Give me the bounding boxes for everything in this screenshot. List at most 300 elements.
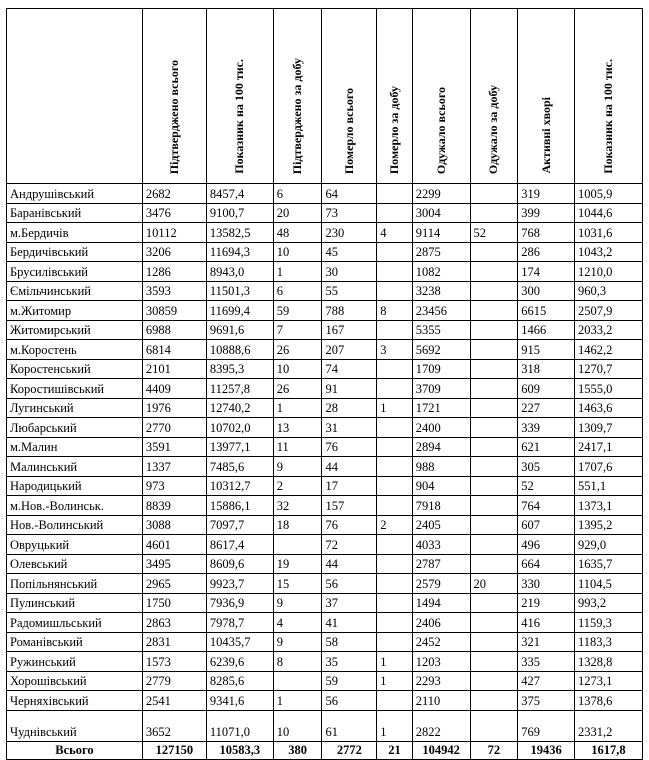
table-cell: 174 — [518, 262, 575, 282]
table-cell: 3652 — [142, 710, 206, 741]
table-cell — [377, 457, 413, 477]
district-name: Житомирський — [7, 320, 143, 340]
table-cell: 2863 — [142, 613, 206, 633]
column-header — [377, 9, 413, 184]
total-cell: 1617,8 — [574, 741, 642, 759]
table-cell: 73 — [322, 203, 377, 223]
table-cell: 2452 — [412, 632, 470, 652]
table-cell: 167 — [322, 320, 377, 340]
table-cell — [377, 418, 413, 438]
table-cell: 26 — [273, 340, 322, 360]
table-cell — [470, 379, 518, 399]
table-cell: 664 — [518, 554, 575, 574]
table-cell — [377, 496, 413, 516]
column-header — [518, 9, 575, 184]
table-cell: 2405 — [412, 515, 470, 535]
table-cell — [470, 554, 518, 574]
table-cell: 769 — [518, 710, 575, 741]
total-cell: 2772 — [322, 741, 377, 759]
table-cell: 2400 — [412, 418, 470, 438]
table-cell: 1328,8 — [574, 652, 642, 672]
table-cell: 8285,6 — [206, 671, 273, 691]
table-cell: 9100,7 — [206, 203, 273, 223]
table-cell: 1707,6 — [574, 457, 642, 477]
covid-stats-table — [6, 8, 643, 760]
table-cell: 1183,3 — [574, 632, 642, 652]
table-row — [7, 691, 643, 711]
table-cell — [470, 437, 518, 457]
table-cell: 7 — [273, 320, 322, 340]
table-cell: 59 — [322, 671, 377, 691]
table-row — [7, 652, 643, 672]
table-cell: 1031,6 — [574, 223, 642, 243]
table-cell: 52 — [470, 223, 518, 243]
table-row — [7, 223, 643, 243]
table-cell: 4 — [273, 613, 322, 633]
district-name: Овруцький — [7, 535, 143, 555]
table-cell: 319 — [518, 184, 575, 204]
table-cell: 1203 — [412, 652, 470, 672]
table-row — [7, 262, 643, 282]
table-cell: 10312,7 — [206, 476, 273, 496]
table-cell: 4409 — [142, 379, 206, 399]
table-cell — [470, 535, 518, 555]
table-cell: 1159,3 — [574, 613, 642, 633]
table-cell — [377, 691, 413, 711]
table-cell: 2894 — [412, 437, 470, 457]
table-cell: 10702,0 — [206, 418, 273, 438]
table-cell — [470, 203, 518, 223]
table-cell: 3088 — [142, 515, 206, 535]
table-cell: 4601 — [142, 535, 206, 555]
district-name: Черняхівський — [7, 691, 143, 711]
table-cell — [377, 281, 413, 301]
district-name: Пулинський — [7, 593, 143, 613]
table-cell: 300 — [518, 281, 575, 301]
table-cell: 44 — [322, 554, 377, 574]
column-header — [273, 9, 322, 184]
table-row — [7, 535, 643, 555]
table-cell: 58 — [322, 632, 377, 652]
table-cell: 76 — [322, 437, 377, 457]
table-row — [7, 359, 643, 379]
table-cell: 1337 — [142, 457, 206, 477]
total-row — [7, 741, 643, 759]
table-cell: 207 — [322, 340, 377, 360]
table-cell — [470, 340, 518, 360]
table-cell: 2965 — [142, 574, 206, 594]
table-cell: 2682 — [142, 184, 206, 204]
table-cell: 45 — [322, 242, 377, 262]
table-cell — [470, 301, 518, 321]
table-cell: 2541 — [142, 691, 206, 711]
table-cell: 9 — [273, 593, 322, 613]
table-cell: 1104,5 — [574, 574, 642, 594]
table-cell: 2110 — [412, 691, 470, 711]
table-cell: 1378,6 — [574, 691, 642, 711]
table-cell — [377, 379, 413, 399]
table-cell: 72 — [322, 535, 377, 555]
table-cell: 32 — [273, 496, 322, 516]
table-cell — [470, 418, 518, 438]
table-cell — [470, 613, 518, 633]
table-row — [7, 340, 643, 360]
table-cell: 64 — [322, 184, 377, 204]
table-cell: 399 — [518, 203, 575, 223]
table-cell — [470, 359, 518, 379]
table-cell: 7485,6 — [206, 457, 273, 477]
table-cell: 74 — [322, 359, 377, 379]
total-cell: 380 — [273, 741, 322, 759]
table-cell: 416 — [518, 613, 575, 633]
table-cell: 3495 — [142, 554, 206, 574]
table-cell: 2875 — [412, 242, 470, 262]
table-cell: 7936,9 — [206, 593, 273, 613]
table-cell: 1976 — [142, 398, 206, 418]
column-header — [412, 9, 470, 184]
table-cell — [377, 437, 413, 457]
table-cell: 5692 — [412, 340, 470, 360]
table-cell: 973 — [142, 476, 206, 496]
table-cell: 2331,2 — [574, 710, 642, 741]
table-row — [7, 515, 643, 535]
table-cell: 8617,4 — [206, 535, 273, 555]
total-cell: 104942 — [412, 741, 470, 759]
table-cell: 35 — [322, 652, 377, 672]
table-row — [7, 632, 643, 652]
table-cell — [470, 671, 518, 691]
table-cell — [273, 671, 322, 691]
table-cell: 9923,7 — [206, 574, 273, 594]
table-cell — [470, 691, 518, 711]
table-cell: 1309,7 — [574, 418, 642, 438]
table-cell: 1210,0 — [574, 262, 642, 282]
table-cell: 993,2 — [574, 593, 642, 613]
table-cell: 9341,6 — [206, 691, 273, 711]
column-header-label: Одужало за добу — [486, 84, 501, 174]
district-name: Любарський — [7, 418, 143, 438]
table-cell — [470, 184, 518, 204]
table-cell: 56 — [322, 691, 377, 711]
table-cell: 1044,6 — [574, 203, 642, 223]
district-name: Брусилівський — [7, 262, 143, 282]
table-cell: 7978,7 — [206, 613, 273, 633]
table-cell: 2101 — [142, 359, 206, 379]
table-cell: 1709 — [412, 359, 470, 379]
table-cell: 7097,7 — [206, 515, 273, 535]
column-header-label: Показник на 100 тис. — [600, 59, 615, 174]
table-cell — [377, 613, 413, 633]
table-cell: 11699,4 — [206, 301, 273, 321]
table-row — [7, 593, 643, 613]
table-cell: 8 — [377, 301, 413, 321]
table-row — [7, 574, 643, 594]
table-cell: 10 — [273, 710, 322, 741]
table-cell: 4033 — [412, 535, 470, 555]
table-row — [7, 301, 643, 321]
total-label: Всього — [7, 741, 143, 759]
table-row — [7, 613, 643, 633]
table-row — [7, 379, 643, 399]
table-cell: 9691,6 — [206, 320, 273, 340]
table-cell: 30859 — [142, 301, 206, 321]
table-cell: 15 — [273, 574, 322, 594]
district-name: м.Житомир — [7, 301, 143, 321]
table-cell: 2033,2 — [574, 320, 642, 340]
column-header-label: Підтверджено за добу — [290, 57, 305, 174]
total-cell: 72 — [470, 741, 518, 759]
table-cell: 330 — [518, 574, 575, 594]
table-cell: 2822 — [412, 710, 470, 741]
column-header — [470, 9, 518, 184]
table-cell: 8457,4 — [206, 184, 273, 204]
table-cell — [377, 476, 413, 496]
total-cell: 21 — [377, 741, 413, 759]
total-cell: 10583,3 — [206, 741, 273, 759]
district-name: м.Малин — [7, 437, 143, 457]
table-cell: 18 — [273, 515, 322, 535]
district-name: Радомишльський — [7, 613, 143, 633]
district-name: Бердичівський — [7, 242, 143, 262]
district-name: Коростишівський — [7, 379, 143, 399]
table-row — [7, 496, 643, 516]
table-cell: 13977,1 — [206, 437, 273, 457]
column-header-label: Активні хворі — [538, 97, 553, 174]
district-name: м.Коростень — [7, 340, 143, 360]
table-row — [7, 418, 643, 438]
table-cell: 6239,6 — [206, 652, 273, 672]
table-row — [7, 281, 643, 301]
table-cell: 764 — [518, 496, 575, 516]
table-cell: 10 — [273, 359, 322, 379]
table-cell: 6814 — [142, 340, 206, 360]
table-cell: 335 — [518, 652, 575, 672]
table-cell — [377, 184, 413, 204]
table-cell: 607 — [518, 515, 575, 535]
table-cell — [377, 574, 413, 594]
table-cell: 1373,1 — [574, 496, 642, 516]
total-cell: 19436 — [518, 741, 575, 759]
table-cell: 1 — [377, 652, 413, 672]
table-cell: 1494 — [412, 593, 470, 613]
column-header-label: Одужало всього — [433, 86, 448, 174]
table-cell: 1286 — [142, 262, 206, 282]
table-cell: 76 — [322, 515, 377, 535]
table-row — [7, 554, 643, 574]
table-cell: 1 — [273, 262, 322, 282]
table-cell: 3206 — [142, 242, 206, 262]
table-cell: 1462,2 — [574, 340, 642, 360]
table-cell: 10888,6 — [206, 340, 273, 360]
table-cell — [377, 593, 413, 613]
table-cell: 8839 — [142, 496, 206, 516]
table-cell: 8 — [273, 652, 322, 672]
table-cell: 52 — [518, 476, 575, 496]
table-cell: 9 — [273, 457, 322, 477]
table-cell: 11501,3 — [206, 281, 273, 301]
table-cell: 11694,3 — [206, 242, 273, 262]
table-cell: 1 — [377, 398, 413, 418]
table-cell: 2 — [377, 515, 413, 535]
district-name: м.Бердичів — [7, 223, 143, 243]
table-cell: 10 — [273, 242, 322, 262]
district-name: Нов.-Волинський — [7, 515, 143, 535]
table-cell: 9114 — [412, 223, 470, 243]
table-cell: 2787 — [412, 554, 470, 574]
table-cell: 17 — [322, 476, 377, 496]
table-cell — [470, 281, 518, 301]
table-cell: 31 — [322, 418, 377, 438]
table-cell: 1 — [377, 671, 413, 691]
table-cell: 3004 — [412, 203, 470, 223]
district-name: Андрушівський — [7, 184, 143, 204]
table-cell: 2417,1 — [574, 437, 642, 457]
table-cell: 496 — [518, 535, 575, 555]
table-cell: 23456 — [412, 301, 470, 321]
table-cell: 1466 — [518, 320, 575, 340]
table-cell — [470, 632, 518, 652]
table-cell: 28 — [322, 398, 377, 418]
table-cell: 61 — [322, 710, 377, 741]
table-cell: 48 — [273, 223, 322, 243]
table-cell — [470, 398, 518, 418]
column-header — [574, 9, 642, 184]
table-cell: 1573 — [142, 652, 206, 672]
table-row — [7, 242, 643, 262]
table-row — [7, 203, 643, 223]
table-cell: 4 — [377, 223, 413, 243]
table-cell: 3591 — [142, 437, 206, 457]
table-row — [7, 398, 643, 418]
table-cell: 788 — [322, 301, 377, 321]
table-cell: 8609,6 — [206, 554, 273, 574]
header-district — [7, 9, 143, 184]
table-cell: 1005,9 — [574, 184, 642, 204]
table-cell — [377, 359, 413, 379]
table-cell: 20 — [470, 574, 518, 594]
table-cell: 1555,0 — [574, 379, 642, 399]
table-cell — [470, 515, 518, 535]
table-cell: 10112 — [142, 223, 206, 243]
table-cell — [470, 476, 518, 496]
table-cell: 8395,3 — [206, 359, 273, 379]
table-cell: 6615 — [518, 301, 575, 321]
table-cell: 1 — [273, 691, 322, 711]
header-row — [7, 9, 643, 184]
table-cell: 915 — [518, 340, 575, 360]
table-row — [7, 457, 643, 477]
table-cell: 305 — [518, 457, 575, 477]
table-cell: 219 — [518, 593, 575, 613]
table-cell — [470, 457, 518, 477]
table-cell — [377, 320, 413, 340]
table-cell: 1395,2 — [574, 515, 642, 535]
table-cell: 3 — [377, 340, 413, 360]
table-row — [7, 184, 643, 204]
table-cell: 321 — [518, 632, 575, 652]
district-name: Баранівський — [7, 203, 143, 223]
table-cell: 19 — [273, 554, 322, 574]
table-cell: 44 — [322, 457, 377, 477]
table-cell: 960,3 — [574, 281, 642, 301]
district-name: Олевський — [7, 554, 143, 574]
table-cell: 157 — [322, 496, 377, 516]
table-cell: 37 — [322, 593, 377, 613]
table-cell: 1721 — [412, 398, 470, 418]
table-cell: 20 — [273, 203, 322, 223]
table-cell: 551,1 — [574, 476, 642, 496]
district-name: Коростенський — [7, 359, 143, 379]
table-cell: 3238 — [412, 281, 470, 301]
table-cell: 768 — [518, 223, 575, 243]
table-cell: 1635,7 — [574, 554, 642, 574]
table-cell: 2293 — [412, 671, 470, 691]
column-header-label: Померло всього — [341, 87, 356, 174]
table-cell — [377, 554, 413, 574]
table-cell: 55 — [322, 281, 377, 301]
district-name: Романівський — [7, 632, 143, 652]
district-name: Попільнянський — [7, 574, 143, 594]
district-name: м.Нов.-Волинськ. — [7, 496, 143, 516]
table-cell: 10435,7 — [206, 632, 273, 652]
table-cell — [470, 652, 518, 672]
column-header — [206, 9, 273, 184]
table-row — [7, 710, 643, 741]
table-cell: 26 — [273, 379, 322, 399]
table-cell — [470, 593, 518, 613]
district-name: Ємільчинський — [7, 281, 143, 301]
table-cell: 2831 — [142, 632, 206, 652]
table-cell: 41 — [322, 613, 377, 633]
column-header-label: Показник на 100 тис. — [232, 59, 247, 174]
column-header — [322, 9, 377, 184]
table-cell: 318 — [518, 359, 575, 379]
table-cell — [273, 535, 322, 555]
total-cell: 127150 — [142, 741, 206, 759]
table-cell: 2770 — [142, 418, 206, 438]
table-cell: 6 — [273, 184, 322, 204]
table-cell: 375 — [518, 691, 575, 711]
table-cell: 2779 — [142, 671, 206, 691]
table-cell: 13582,5 — [206, 223, 273, 243]
table-cell: 30 — [322, 262, 377, 282]
table-cell — [377, 242, 413, 262]
table-cell: 230 — [322, 223, 377, 243]
table-cell: 1043,2 — [574, 242, 642, 262]
table-cell: 6988 — [142, 320, 206, 340]
column-header-label: Померло за добу — [386, 85, 401, 174]
table-cell — [470, 710, 518, 741]
table-row — [7, 476, 643, 496]
district-name: Хорошівський — [7, 671, 143, 691]
table-cell — [377, 535, 413, 555]
table-cell: 56 — [322, 574, 377, 594]
district-name: Ружинський — [7, 652, 143, 672]
table-cell: 339 — [518, 418, 575, 438]
table-cell: 1273,1 — [574, 671, 642, 691]
table-cell: 1463,6 — [574, 398, 642, 418]
table-cell: 3709 — [412, 379, 470, 399]
table-cell: 1750 — [142, 593, 206, 613]
table-cell: 11 — [273, 437, 322, 457]
table-cell — [470, 242, 518, 262]
table-cell: 2579 — [412, 574, 470, 594]
table-row — [7, 437, 643, 457]
table-cell: 286 — [518, 242, 575, 262]
table-cell — [470, 496, 518, 516]
table-cell: 1 — [273, 398, 322, 418]
table-cell: 13 — [273, 418, 322, 438]
